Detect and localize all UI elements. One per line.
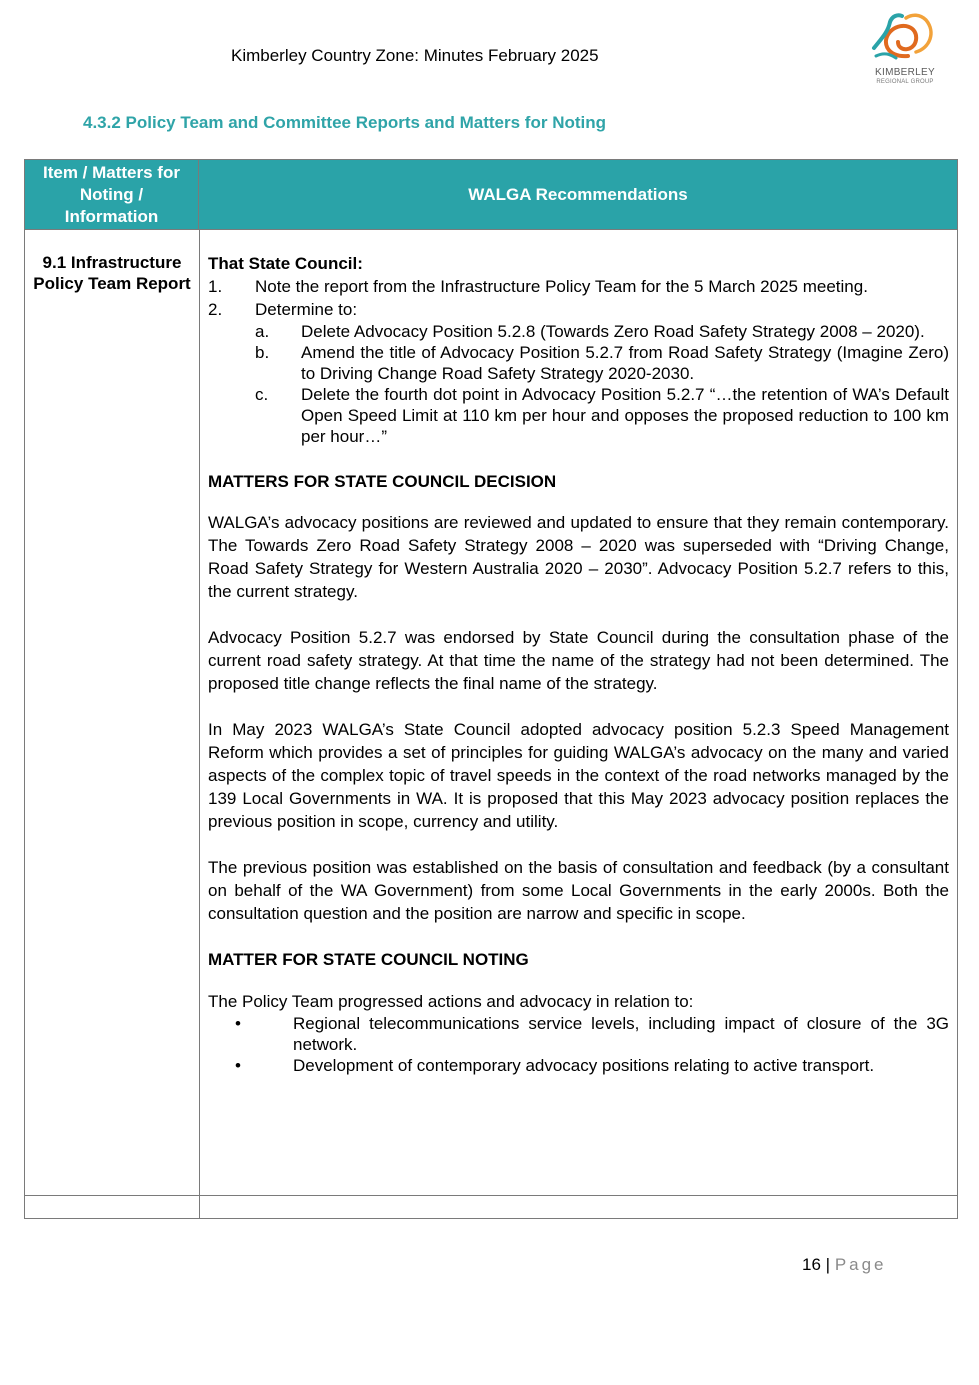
page-number: 16 | Page xyxy=(802,1255,887,1274)
table-header-row xyxy=(25,160,957,230)
section-heading: 4.3.2 Policy Team and Committee Reports and Matters for Noting xyxy=(83,113,607,132)
noting-heading: MATTER FOR STATE COUNCIL NOTING xyxy=(208,950,529,969)
bullet-icon: • xyxy=(235,1014,241,1033)
document-header-title: Kimberley Country Zone: Minutes February 2025 xyxy=(231,46,599,65)
column-divider xyxy=(199,229,200,1218)
recommendations-cell xyxy=(208,252,949,1076)
decision-paragraph: The previous position was established on the basis of consultation and feedback (by a consultant on behalf of the WA Government) from some Local Governments in the early 2000s. Both the consultation question and the position are narrow and specific in scope. xyxy=(208,858,949,923)
table-header-recommendations-column: WALGA Recommendations xyxy=(468,184,688,204)
recommendation-intro: That State Council: xyxy=(208,254,363,273)
noting-bullet: • Development of contemporary advocacy positions relating to active transport. xyxy=(208,1055,949,1076)
recommendation-sub-item: c. Delete the fourth dot point in Advocacy Position 5.2.7 “…the retention of WA’s Default Open Speed Limit at 110 km per hour and opposes the proposed reduction to 100 km per hour…” xyxy=(255,385,949,446)
decision-paragraph: Advocacy Position 5.2.7 was endorsed by State Council during the consultation phase of the current road safety strategy. At that time the name of the strategy had not been determined. The proposed title change reflects the final name of the strategy. xyxy=(208,628,949,693)
table-header-item-column: Item / Matters for Noting / Information xyxy=(25,160,199,229)
noting-bullet: • Regional telecommunications service levels, including impact of closure of the 3G network. xyxy=(208,1013,949,1055)
row-divider xyxy=(25,1195,957,1196)
recommendation-item: 2. Determine to: xyxy=(208,300,358,319)
recommendation-sub-item: b. Amend the title of Advocacy Position 5.2.7 from Road Safety Strategy (Imagine Zero) to Driving Change Road Safety Strategy 2020-2030. xyxy=(255,343,949,383)
kimberley-regional-group-logo xyxy=(868,8,942,90)
bullet-icon: • xyxy=(235,1056,241,1075)
decision-heading: MATTERS FOR STATE COUNCIL DECISION xyxy=(208,472,557,491)
recommendation-sub-item: a. Delete Advocacy Position 5.2.8 (Towards Zero Road Safety Strategy 2008 – 2020). xyxy=(255,322,925,341)
noting-intro: The Policy Team progressed actions and advocacy in relation to: xyxy=(208,992,694,1011)
logo-wordmark: KIMBERLEY xyxy=(875,67,935,78)
decision-paragraph: In May 2023 WALGA’s State Council adopted advocacy position 5.2.3 Speed Management Reform which provides a set of principles for guiding WALGA’s advocacy on the many and varied aspects of the complex topic of travel speeds in the context of the road networks managed by the 139 Local Governments in WA. It is proposed that this May 2023 advocacy position replaces the previous position in scope, currency and utility. xyxy=(208,720,949,831)
decision-paragraph: WALGA’s advocacy positions are reviewed and updated to ensure that they remain contemporary. The Towards Zero Road Safety Strategy 2008 – 2020 was superseded with “Driving Change, Road Safety Strategy for Western Australia 2020 – 2030”. Advocacy Position 5.2.7 refers to this, the current strategy. xyxy=(208,513,949,601)
item-label: 9.1 Infrastructure Policy Team Report xyxy=(33,253,191,293)
kimberley-logo-mark-icon xyxy=(868,8,942,68)
logo-subtitle: REGIONAL GROUP xyxy=(876,79,934,85)
recommendation-item: 1. Note the report from the Infrastructure Policy Team for the 5 March 2025 meeting. xyxy=(208,277,868,296)
